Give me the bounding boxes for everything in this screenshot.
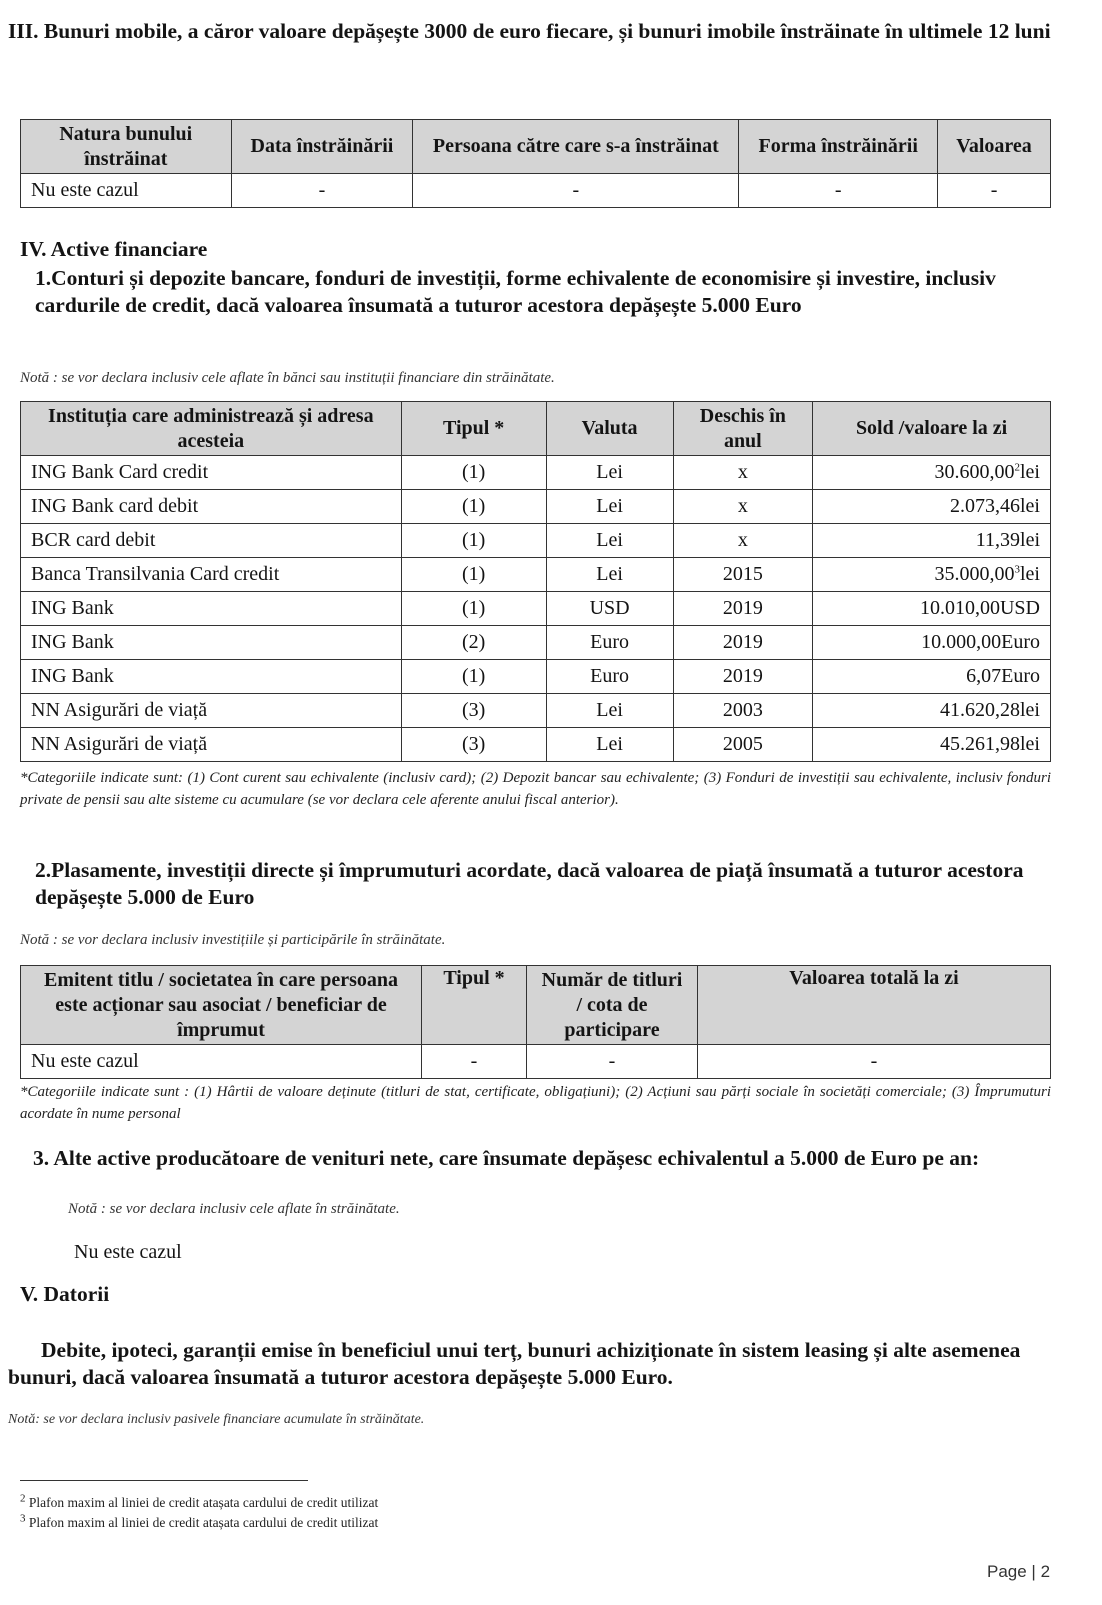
table-row <box>21 592 1051 626</box>
header-valoarea: Valoarea <box>938 120 1051 174</box>
header-valuta: Valuta <box>546 402 673 456</box>
footnote-3 <box>20 1512 379 1531</box>
cell: Nu este cazul <box>21 1045 422 1079</box>
note-5: Notă: se vor declara inclusiv pasivele financiare acumulate în străinătate. <box>8 1412 425 1427</box>
cell-inst: ING Bank card debit <box>21 490 402 524</box>
categories-note-1: *Categoriile indicate sunt: (1) Cont curent sau echivalente (inclusiv card); (2) Depozit bancar sau echivalente; (3) Fonduri de investiții sau echivalente, inclusiv fonduri private de pensii sau alte sisteme cu acumulare (se vor declara cele aferente anului fiscal anterior). <box>20 770 1051 808</box>
cell-an: 2019 <box>673 626 813 660</box>
sold-value: 30.600,00 <box>934 461 1015 483</box>
cell-an: 2019 <box>673 660 813 694</box>
section-4-title: IV. Active financiare <box>20 237 208 261</box>
sold-value: 10.000,00Euro <box>921 631 1040 653</box>
cell-sold <box>813 524 1051 558</box>
footnote-divider <box>20 1480 308 1481</box>
sold-value: 10.010,00USD <box>919 597 1040 619</box>
subsection-1-title: 1.Conturi și depozite bancare, fonduri de investiții, forme echivalente de economisire și investire, inclusiv cardurile de credit, dacă valoarea însumată a tuturor acestora depășește 5.000 Euro <box>35 266 996 317</box>
table-row <box>21 558 1051 592</box>
cell-valuta: Euro <box>546 660 673 694</box>
sold-value: 35.000,00 <box>934 563 1015 585</box>
header-natura: Natura bunului înstrăinat <box>21 120 232 174</box>
table-row <box>21 728 1051 762</box>
sold-value: 11,39lei <box>975 529 1040 551</box>
cell: - <box>739 174 938 208</box>
cell-tip: (1) <box>401 660 546 694</box>
cell-inst: NN Asigurări de viață <box>21 728 402 762</box>
sold-unit: lei <box>1020 461 1040 483</box>
cell: Nu este cazul <box>21 174 232 208</box>
cell-inst: ING Bank Card credit <box>21 456 402 490</box>
bank-accounts-table <box>20 401 1051 762</box>
cell-valuta: Lei <box>546 694 673 728</box>
table-row <box>21 1045 1051 1079</box>
cell-sold <box>813 728 1051 762</box>
footnote-ref: 2 <box>1014 461 1020 474</box>
cell-sold <box>813 490 1051 524</box>
footnote-number: 2 <box>20 1492 26 1505</box>
cell-inst: Banca Transilvania Card credit <box>21 558 402 592</box>
table-row <box>21 694 1051 728</box>
cell-an: 2015 <box>673 558 813 592</box>
cell: - <box>527 1045 698 1079</box>
cell-sold <box>813 456 1051 490</box>
cell-valuta: Lei <box>546 558 673 592</box>
cell-tip: (1) <box>401 456 546 490</box>
cell-inst: ING Bank <box>21 660 402 694</box>
cell: - <box>938 174 1051 208</box>
cell-inst: NN Asigurări de viață <box>21 694 402 728</box>
note-2: Notă : se vor declara inclusiv investițiile și participările în străinătate. <box>20 932 446 948</box>
cell-tip: (1) <box>401 490 546 524</box>
table-row <box>21 174 1051 208</box>
header-deschis: Deschis în anul <box>673 402 813 456</box>
cell: - <box>422 1045 527 1079</box>
cell-an: x <box>673 490 813 524</box>
footnote-2 <box>20 1492 379 1511</box>
cell-valuta: Lei <box>546 456 673 490</box>
note-3: Notă : se vor declara inclusiv cele aflate în străinătate. <box>68 1201 400 1217</box>
cell-valuta: Lei <box>546 490 673 524</box>
cell-inst: ING Bank <box>21 592 402 626</box>
page-number: Page | 2 <box>987 1562 1051 1581</box>
header-institutia: Instituția care administrează și adresa acesteia <box>21 402 402 456</box>
cell-tip: (3) <box>401 694 546 728</box>
bank-accounts-body <box>21 456 1051 762</box>
header-tipul-2: Tipul * <box>422 966 527 1045</box>
footnote-number: 3 <box>20 1512 26 1525</box>
subsection-2-title: 2.Plasamente, investiții directe și împrumuturi acordate, dacă valoarea de piață însumată a tuturor acestora depășește 5.000 de Euro <box>35 858 1024 909</box>
subsection-3-title: 3. Alte active producătoare de venituri nete, care însumate depășesc echivalentul a 5.000 de Euro pe an: <box>33 1146 980 1170</box>
cell-tip: (2) <box>401 626 546 660</box>
cell: - <box>231 174 413 208</box>
section-5-title: V. Datorii <box>20 1282 110 1306</box>
investments-table <box>20 965 1051 1079</box>
header-valoarea-totala: Valoarea totală la zi <box>698 966 1051 1045</box>
sold-value: 45.261,98lei <box>940 733 1040 755</box>
cell: - <box>413 174 739 208</box>
cell-inst: BCR card debit <box>21 524 402 558</box>
section-5-text: Debite, ipoteci, garanții emise în beneficiul unui terț, bunuri achiziționate în sistem leasing și alte asemenea bunuri, dacă valoarea însumată a tuturor acestora depășește 5.000 Euro. <box>8 1338 1021 1389</box>
cell-valuta: USD <box>546 592 673 626</box>
cell-sold <box>813 694 1051 728</box>
cell-tip: (1) <box>401 524 546 558</box>
header-data: Data înstrăinării <box>231 120 413 174</box>
cell-an: x <box>673 524 813 558</box>
cell-inst: ING Bank <box>21 626 402 660</box>
sold-unit: lei <box>1020 563 1040 585</box>
note-1: Notă : se vor declara inclusiv cele aflate în bănci sau instituții financiare din străinătate. <box>20 370 555 386</box>
cell-tip: (1) <box>401 592 546 626</box>
footnote-text: Plafon maxim al liniei de credit atașata cardului de credit utilizat <box>28 1495 379 1510</box>
cell-sold <box>813 626 1051 660</box>
cell: - <box>698 1045 1051 1079</box>
cell-tip: (1) <box>401 558 546 592</box>
header-persoana: Persoana către care s-a înstrăinat <box>413 120 739 174</box>
header-emitent: Emitent titlu / societatea în care persoana este acționar sau asociat / beneficiar de împrumut <box>21 966 422 1045</box>
cell-an: 2019 <box>673 592 813 626</box>
section-3-title: III. Bunuri mobile, a căror valoare depășește 3000 de euro fiecare, și bunuri imobile înstrăinate în ultimele 12 luni <box>8 19 1051 43</box>
footnote-ref: 3 <box>1014 563 1020 576</box>
table-row <box>21 524 1051 558</box>
categories-note-2: *Categoriile indicate sunt : (1) Hârtii de valoare deținute (titluri de stat, certificate, obligațiuni); (2) Acțiuni sau părți sociale în societăți comerciale; (3) Împrumuturi acordate în nume personal <box>20 1084 1051 1122</box>
cell-sold <box>813 558 1051 592</box>
sold-value: 41.620,28lei <box>940 699 1040 721</box>
cell-valuta: Lei <box>546 728 673 762</box>
not-applicable-3: Nu este cazul <box>74 1241 182 1263</box>
cell-sold <box>813 660 1051 694</box>
table-row <box>21 626 1051 660</box>
table-row <box>21 490 1051 524</box>
header-sold: Sold /valoare la zi <box>813 402 1051 456</box>
cell-sold <box>813 592 1051 626</box>
header-tipul: Tipul * <box>401 402 546 456</box>
cell-tip: (3) <box>401 728 546 762</box>
cell-valuta: Euro <box>546 626 673 660</box>
footnote-text: Plafon maxim al liniei de credit atașata cardului de credit utilizat <box>28 1515 379 1530</box>
header-forma: Forma înstrăinării <box>739 120 938 174</box>
cell-an: 2005 <box>673 728 813 762</box>
sold-value: 6,07Euro <box>966 665 1040 687</box>
cell-valuta: Lei <box>546 524 673 558</box>
alienated-assets-table <box>20 119 1051 208</box>
table-row <box>21 660 1051 694</box>
sold-value: 2.073,46lei <box>950 495 1040 517</box>
cell-an: 2003 <box>673 694 813 728</box>
cell-an: x <box>673 456 813 490</box>
header-numar: Număr de titluri / cota de participare <box>527 966 698 1045</box>
table-row <box>21 456 1051 490</box>
